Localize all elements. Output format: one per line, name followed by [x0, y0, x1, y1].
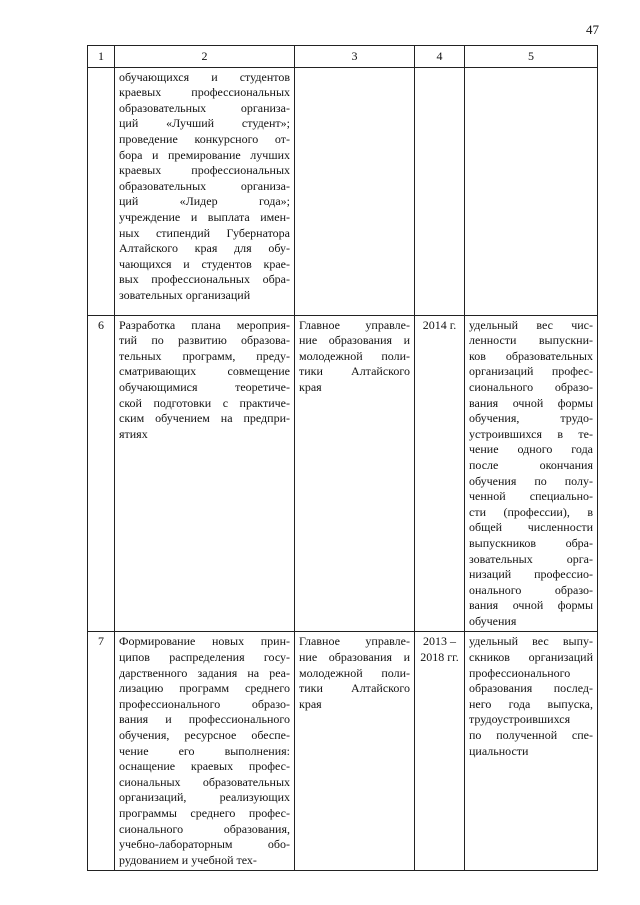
- measure-cell-line: сиональных образовательных: [119, 774, 290, 789]
- measure-cell-line: образовательных организа-: [119, 100, 290, 115]
- executor-cell-line: молодежной поли-: [299, 348, 410, 363]
- measure-cell: [115, 632, 295, 871]
- measure-cell-line: проведение конкурсного от-: [119, 131, 290, 146]
- measure-cell-line: учебно-лабораторным обо-: [119, 837, 290, 852]
- measure-cell-line: ных стипендий Губернатора: [119, 225, 290, 240]
- table-row: [88, 315, 598, 632]
- indicator-cell-line: циальности: [469, 743, 529, 758]
- measure-cell-line: сионального образования,: [119, 821, 290, 836]
- measure-cell-line: рудованием и учебной тех-: [119, 852, 257, 867]
- executor-cell-line: края: [299, 696, 322, 711]
- header-cell-1: 1: [88, 46, 115, 68]
- measure-cell-line: краевых профессиональных: [119, 85, 290, 100]
- indicator-cell-line: ленности выпускни-: [469, 333, 593, 348]
- executor-cell-line: Главное управле-: [299, 634, 410, 649]
- indicator-cell-line: чение одного года: [469, 442, 593, 457]
- indicator-cell-line: после окончания: [469, 457, 593, 472]
- indicator-cell-line: обучения по полу-: [469, 473, 593, 488]
- executor-cell-line: молодежной поли-: [299, 665, 410, 680]
- indicator-cell-line: выпускников обра-: [469, 535, 593, 550]
- indicator-cell: [465, 632, 598, 871]
- indicator-cell-line: обучения, трудо-: [469, 411, 593, 426]
- executor-cell: [295, 67, 415, 315]
- indicator-cell: [465, 315, 598, 632]
- measure-cell-line: тельных программ, преду-: [119, 348, 290, 363]
- indicator-cell-line: сти (профессии), в: [469, 504, 593, 519]
- header-cell-3: 3: [295, 46, 415, 68]
- executor-cell-line: края: [299, 379, 322, 394]
- executor-cell: [295, 632, 415, 871]
- indicator-cell-line: трудоустроившихся: [469, 712, 571, 727]
- measure-cell-line: сматривающих совмещение: [119, 364, 290, 379]
- term-cell-line: 2018 гг.: [420, 650, 459, 665]
- measure-cell-line: Разработка плана мероприя-: [119, 317, 290, 332]
- indicator-cell-line: удельный вес чис-: [469, 317, 593, 332]
- measure-cell-line: ской подготовки с практиче-: [119, 395, 290, 410]
- executor-cell-line: ние образования и: [299, 333, 410, 348]
- term-cell-line: 2014 г.: [422, 317, 457, 332]
- measure-cell-line: ским обучением на предпри-: [119, 411, 290, 426]
- term-cell-line: 2013 –: [423, 634, 456, 649]
- indicator-cell-line: обучения: [469, 613, 517, 628]
- header-cell-2: 2: [115, 46, 295, 68]
- executor-cell-line: Главное управле-: [299, 317, 410, 332]
- indicator-cell-line: скников организаций: [469, 650, 593, 665]
- measure-cell-line: чающихся и студентов крае-: [119, 256, 290, 271]
- indicator-cell-line: удельный вес выпу-: [469, 634, 593, 649]
- measure-cell-line: зовательных организаций: [119, 287, 251, 302]
- measure-cell-line: тий по развитию образова-: [119, 333, 290, 348]
- measure-cell-line: ций «Лучший студент»;: [119, 116, 290, 131]
- indicator-cell-line: общей численности: [469, 520, 593, 535]
- indicator-cell-line: вания очной формы: [469, 395, 593, 410]
- measures-table: [87, 45, 598, 871]
- header-cell-4: 4: [415, 46, 465, 68]
- measure-cell-line: оснащение краевых профес-: [119, 759, 290, 774]
- measure-cell-line: ций «Лидер года»;: [119, 194, 290, 209]
- measure-cell-line: ятиях: [119, 426, 148, 441]
- indicator-cell-line: организаций профес-: [469, 364, 593, 379]
- measure-cell-line: бора и премирование лучших: [119, 147, 290, 162]
- executor-cell-line: ние образования и: [299, 650, 410, 665]
- page-number: 47: [586, 22, 599, 37]
- indicator-cell-line: по полученной спе-: [469, 728, 593, 743]
- term-cell: [415, 632, 465, 871]
- measure-cell-line: программы среднего профес-: [119, 806, 290, 820]
- measure-cell-line: учреждение и выплата имен-: [119, 209, 290, 224]
- measure-cell: [115, 67, 295, 315]
- executor-cell-line: тики Алтайского: [299, 364, 410, 379]
- measure-cell-line: Алтайского края для обу-: [119, 241, 290, 256]
- indicator-cell: [465, 67, 598, 315]
- measure-cell-line: организаций, реализующих: [119, 790, 290, 805]
- indicator-cell-line: устроившихся в те-: [469, 426, 593, 441]
- measure-cell-line: обучения, ресурсное обеспе-: [119, 728, 290, 743]
- table-row: [88, 67, 598, 315]
- measure-cell-line: Формирование новых прин-: [119, 634, 290, 649]
- measure-cell-line: вых профессиональных обра-: [119, 272, 290, 287]
- executor-cell: [295, 315, 415, 632]
- row-number: 6: [88, 315, 115, 632]
- measure-cell-line: ципов распределения госу-: [119, 650, 290, 665]
- indicator-cell-line: онального образо-: [469, 582, 593, 597]
- measure-cell-line: дарственного задания на реа-: [119, 665, 290, 680]
- indicator-cell-line: ков образовательных: [469, 348, 593, 363]
- indicator-cell-line: профессионального: [469, 665, 571, 680]
- executor-cell-line: тики Алтайского: [299, 681, 410, 696]
- indicator-cell-line: ченной специально-: [469, 489, 593, 504]
- row-number: [88, 67, 115, 315]
- indicator-cell-line: вания очной формы: [469, 598, 593, 613]
- term-cell: [415, 67, 465, 315]
- measure-cell-line: чение его выполнения:: [119, 743, 290, 758]
- indicator-cell-line: сионального образо-: [469, 379, 593, 394]
- indicator-cell-line: низаций профессио-: [469, 567, 593, 582]
- measure-cell-line: профессионального образо-: [119, 696, 290, 711]
- header-cell-5: 5: [465, 46, 598, 68]
- measure-cell-line: краевых профессиональных: [119, 163, 290, 178]
- measure-cell-line: образовательных организа-: [119, 178, 290, 193]
- measure-cell-line: вания и профессионального: [119, 712, 290, 727]
- measure-cell-line: обучающихся и студентов: [119, 69, 290, 84]
- indicator-cell-line: образования послед-: [469, 681, 593, 696]
- indicator-cell-line: зовательных орга-: [469, 551, 593, 566]
- term-cell: [415, 315, 465, 632]
- measure-cell-line: обучающимися теоретиче-: [119, 379, 290, 394]
- indicator-cell-line: него года выпуска,: [469, 696, 593, 711]
- table-row: [88, 632, 598, 871]
- header-row: [88, 46, 598, 68]
- measure-cell-line: лизацию программ среднего: [119, 681, 290, 696]
- measure-cell: [115, 315, 295, 632]
- row-number: 7: [88, 632, 115, 871]
